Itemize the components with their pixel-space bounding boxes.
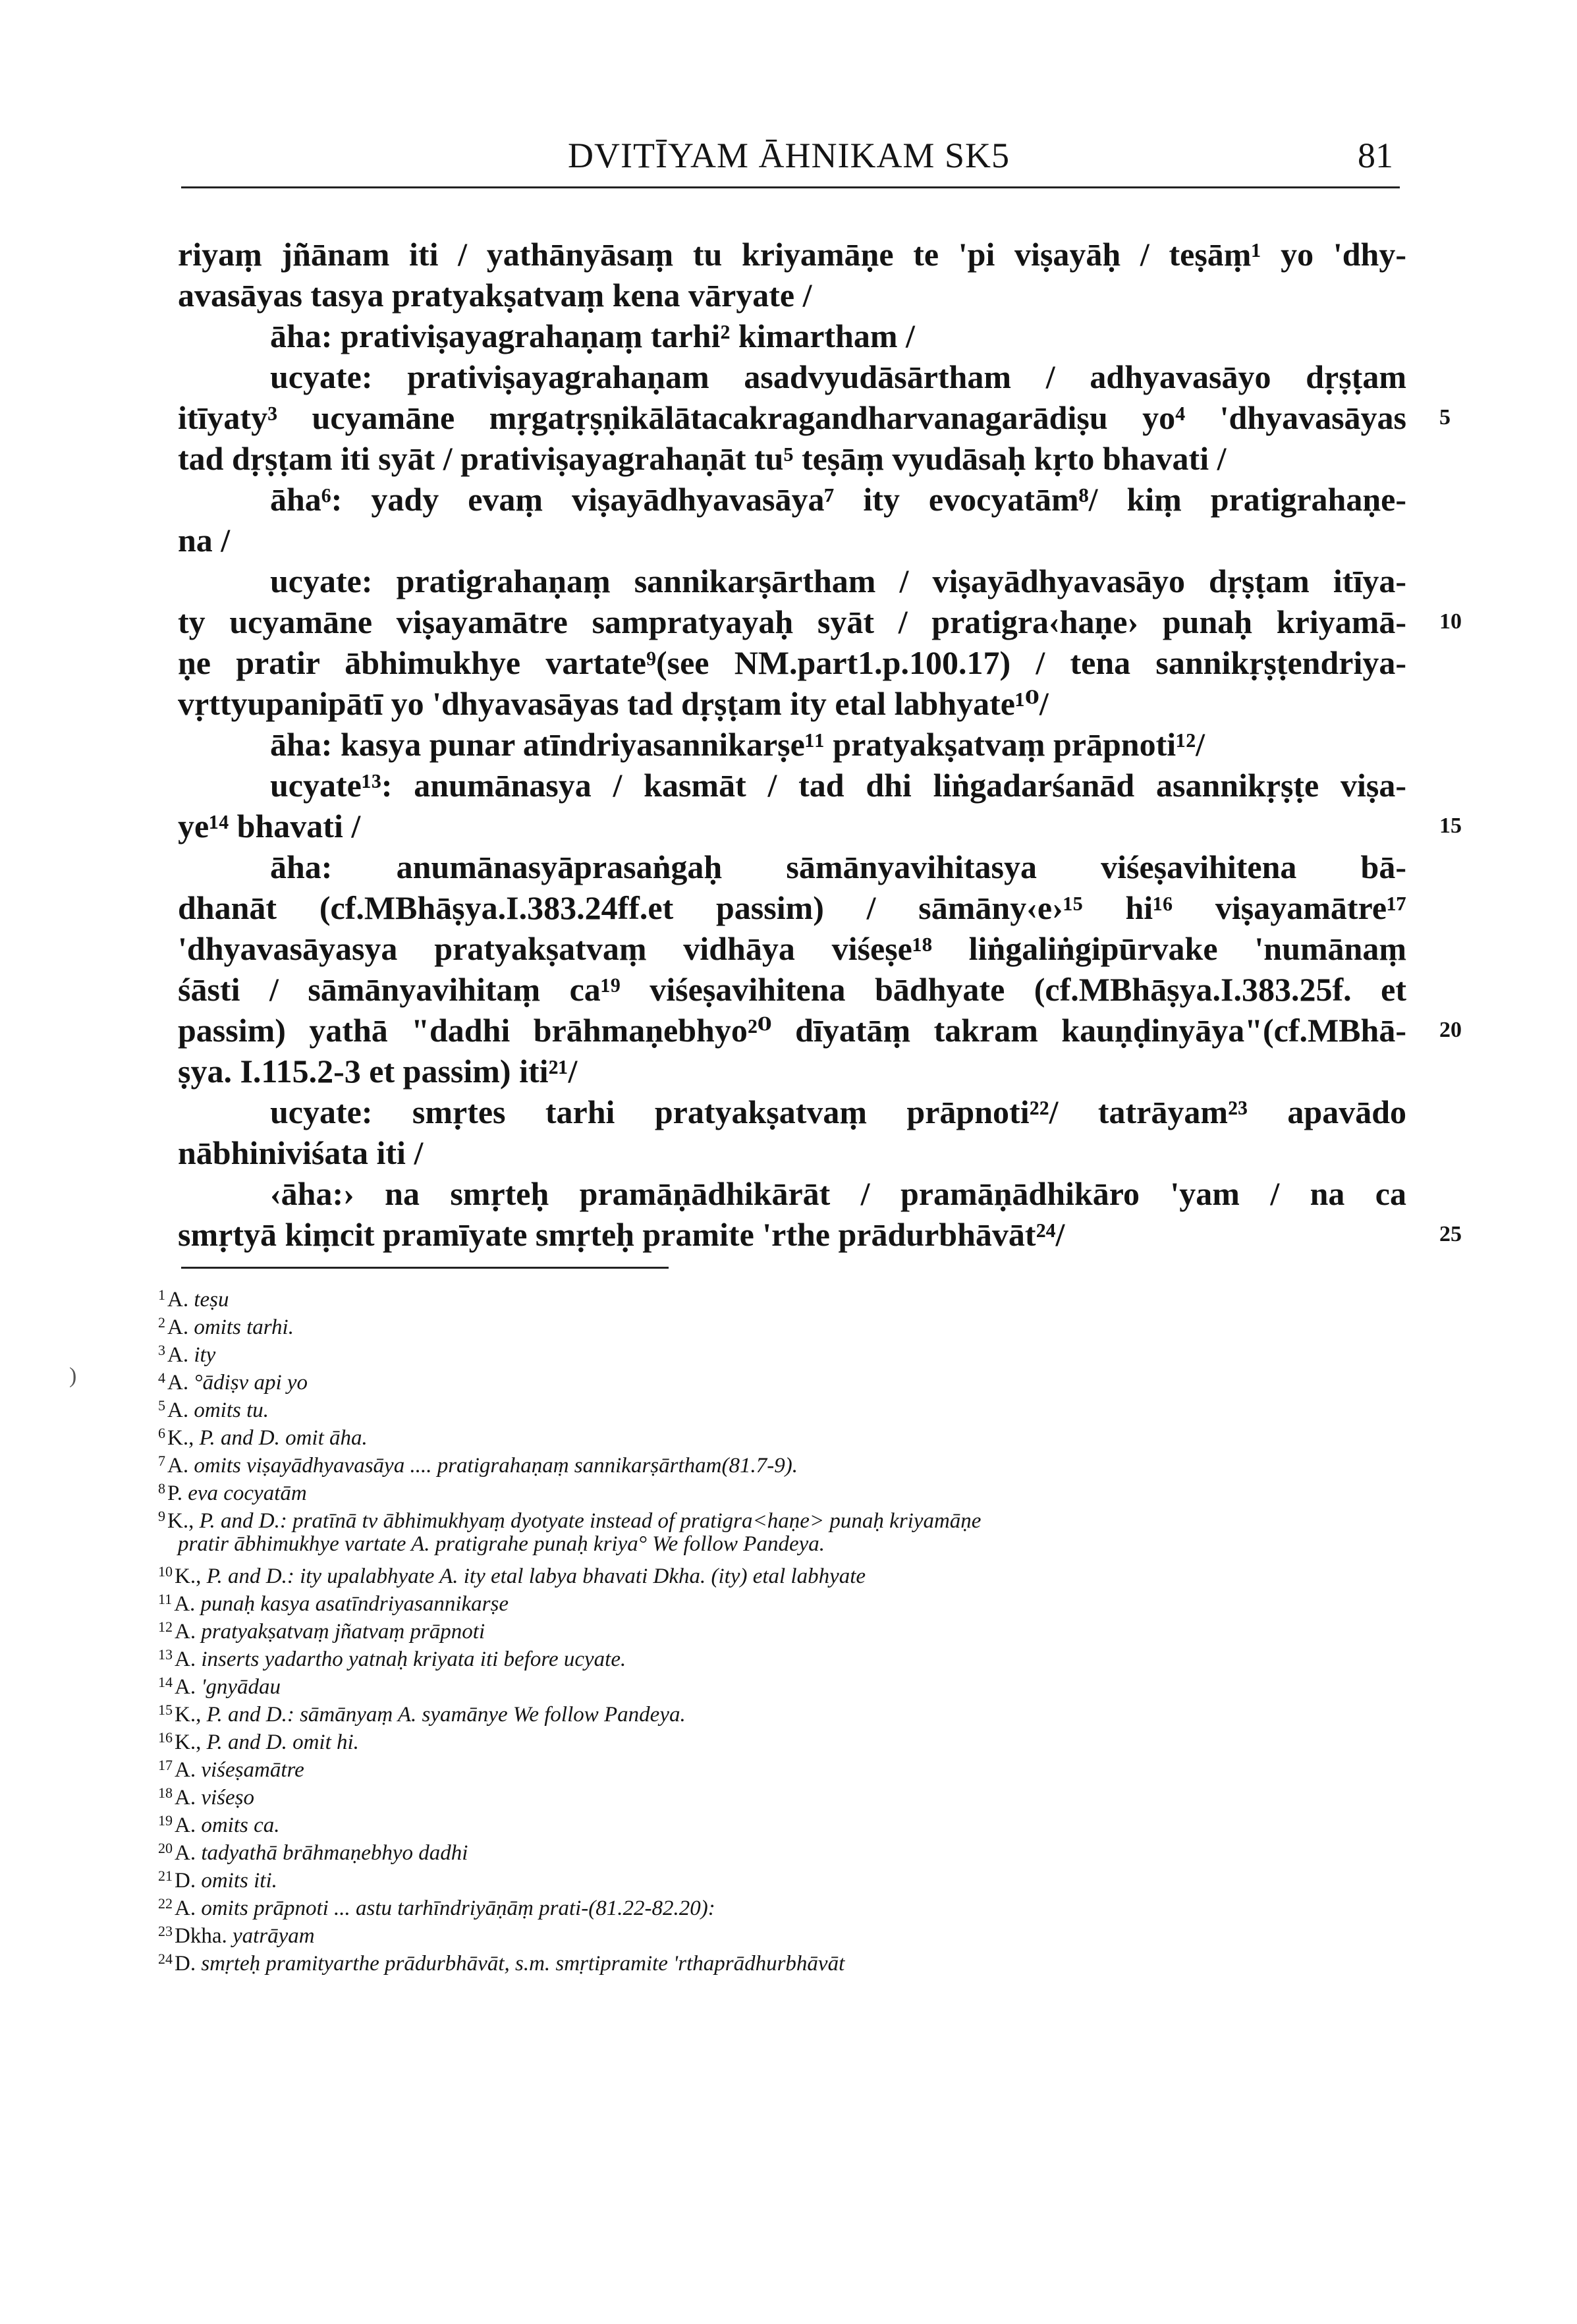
footnote-number: 6 [158,1425,165,1441]
footnote-source: A. [167,1454,189,1478]
footnote-text: viśeṣo [201,1786,254,1810]
footnote-number: 8 [158,1480,165,1497]
footnote-text: omits prāpnoti ... astu tarhīndriyāṇāṃ prati-(81.22-82.20): [201,1896,715,1920]
footnote-number: 1 [158,1286,165,1303]
text-line [178,397,1451,438]
footnote-text: inserts yadartho yatnaḥ kriyata iti before ucyate. [201,1647,626,1671]
footnote-text: yatrāyam [232,1924,315,1948]
footnote-source: K., [175,1564,202,1588]
text-line [178,1214,1462,1255]
footnote [158,1420,1344,1450]
footnote-source: A. [175,1675,196,1699]
footnote [158,1309,1344,1337]
footnote-source: A. [175,1896,196,1920]
footnote [158,1586,1344,1616]
text-line [178,275,1406,316]
footnote-rule [181,1267,669,1269]
text-line [178,928,1406,969]
text-line [178,1051,1406,1092]
text-line-content: ucyate¹³: anumānasya / kasmāt / tad dhi liṅgadarśanād asannikṛṣṭe viṣa- [270,767,1406,804]
text-line [178,234,1406,275]
text-line-content: ucyate: pratigrahaṇaṃ sannikarṣārtham / viṣayādhyavasāyo dṛṣṭam itīya- [270,563,1406,599]
footnote-number: 4 [158,1370,165,1386]
footnote-number: 24 [158,1950,173,1967]
footnote-text: pratir ābhimukhye vartate A. pratigrahe punaḥ kriya° We follow Pandeya. [178,1532,825,1556]
footnote-source: K., [167,1426,194,1450]
line-number: 15 [1439,814,1462,838]
text-line-content: itīyaty³ ucyamāne mṛgatṛṣṇikālātacakragandharvanagarādiṣu yo⁴ 'dhyavasāyas [178,399,1406,436]
footnote [158,1807,1344,1835]
footnote-source: A. [167,1398,189,1422]
footnote-text: omits ca. [201,1813,280,1837]
text-line [178,438,1406,479]
footnote [158,1890,1344,1918]
text-line-content: āha⁶: yady evaṃ viṣayādhyavasāya⁷ ity evocyatām⁸/ kiṃ pratigrahaṇe- [270,481,1406,518]
text-line-content: tad dṛṣṭam iti syāt / prativiṣayagrahaṇāt tu⁵ teṣāṃ vyudāsaḥ kṛto bhavati / [178,440,1227,477]
footnote-text: punaḥ kasya asatīndriyasannikarṣe [200,1592,509,1616]
footnote [158,1696,1344,1727]
footnote-number: 19 [158,1812,173,1829]
footnote-source: P. [167,1481,182,1505]
footnote-number: 2 [158,1314,165,1331]
footnote-text: °ādiṣv api yo [194,1371,308,1395]
page-number: 81 [1358,136,1393,175]
text-line-content: ucyate: smṛtes tarhi pratyakṣatvaṃ prāpnoti²²/ tatrāyam²³ apavādo [270,1093,1406,1130]
footnotes [158,1281,1344,1976]
footnote-number: 18 [158,1784,173,1801]
footnote-text: ity [194,1343,216,1367]
footnote-source: A. [167,1371,189,1395]
footnote [158,1641,1344,1669]
text-line-content: āha: prativiṣayagrahaṇaṃ tarhi² kimartham / [270,318,915,354]
footnote-text: omits tarhi. [194,1315,294,1339]
footnote [158,1392,1344,1420]
text-line [178,601,1462,642]
text-line-content: nābhiniviśata iti / [178,1134,424,1171]
line-number: 5 [1439,405,1451,429]
footnote-source: D. [175,1952,196,1976]
running-title: DVITĪYAM ĀHNIKAM SK5 [568,136,1010,175]
footnote-source: A. [174,1592,196,1616]
text-line [178,642,1406,683]
footnote-source: A. [167,1343,189,1367]
text-line-content: passim) yathā "dadhi brāhmaṇebhyo²⁰ dīyatāṃ takram kauṇḍinyāya"(cf.MBhā- [178,1012,1406,1049]
footnote [158,1364,1344,1395]
footnote [158,1918,1344,1948]
footnote-number: 20 [158,1840,173,1856]
footnote-number: 21 [158,1868,173,1884]
footnote-source: A. [167,1288,189,1312]
footnote-number: 11 [158,1591,173,1607]
header-rule [181,186,1400,188]
text-line-content: vṛttyupanipātī yo 'dhyavasāyas tad dṛṣṭam ity etal labhyate¹⁰/ [178,685,1049,722]
text-line [178,846,1406,887]
footnote [158,1724,1344,1752]
footnote-number: 13 [158,1646,173,1663]
footnote-number: 23 [158,1923,173,1939]
footnote-number: 15 [158,1702,173,1718]
footnote-text: P. and D. omit hi. [206,1730,359,1754]
footnote-text: viśeṣamātre [201,1758,304,1782]
text-line-content: āha: anumānasyāprasaṅgaḥ sāmānyavihitasya viśeṣavihitena bā- [270,848,1406,885]
footnote-number: 17 [158,1757,173,1773]
text-line [178,683,1406,724]
footnote-text: eva cocyatām [188,1481,307,1505]
footnote-number: 9 [158,1508,165,1524]
footnote-number: 5 [158,1397,165,1414]
footnote [158,1475,1344,1503]
footnote [158,1447,1344,1478]
footnote [158,1835,1344,1865]
footnote-text: omits viṣayādhyavasāya .... pratigrahaṇaṃ sannikarṣārtham(81.7-9). [194,1454,798,1478]
footnote-source: A. [175,1758,196,1782]
text-line-content: avasāyas tasya pratyakṣatvaṃ kena vāryate / [178,277,812,314]
footnote [158,1558,1344,1586]
text-line-content: āha: kasya punar atīndriyasannikarṣe¹¹ pratyakṣatvaṃ prāpnoti¹²/ [270,726,1205,763]
footnote-source: Dkha. [175,1924,227,1948]
text-line-content: śāsti / sāmānyavihitaṃ ca¹⁹ viśeṣavihitena bādhyate (cf.MBhāṣya.I.383.25f. et [178,971,1406,1008]
footnote [158,1613,1344,1644]
footnote-source: A. [175,1841,196,1865]
footnote-number: 14 [158,1674,173,1690]
text-line [178,1173,1406,1214]
line-number: 10 [1439,609,1462,634]
footnote-text: pratyakṣatvaṃ jñatvaṃ prāpnoti [201,1620,485,1644]
text-line [178,1132,1406,1173]
footnote-source: K., [175,1730,202,1754]
text-line [178,356,1406,397]
text-line-content: dhanāt (cf.MBhāṣya.I.383.24ff.et passim) / sāmāny‹e›¹⁵ hi¹⁶ viṣayamātre¹⁷ [178,889,1406,926]
text-line [178,520,1406,561]
text-line-content: ty ucyamāne viṣayamātre sampratyayaḥ syāt / pratigra‹haṇe› punaḥ kriyamā- [178,603,1406,640]
footnote-number: 7 [158,1452,165,1469]
footnote [158,1779,1344,1810]
footnote [158,1669,1344,1699]
footnote [158,1503,1344,1533]
footnote-text: P. and D.: ity upalabhyate A. ity etal labya bhavati Dkha. (ity) etal labhyate [206,1564,866,1588]
footnote-source: A. [167,1315,189,1339]
text-line [178,765,1406,806]
text-line [178,887,1406,928]
footnote-source: A. [175,1620,196,1644]
text-line-content: ṇe pratir ābhimukhye vartate⁹(see NM.part1.p.100.17) / tena sannikṛṣṭendriya- [178,644,1406,681]
text-line-content: riyaṃ jñānam iti / yathānyāsaṃ tu kriyamāṇe te 'pi viṣayāḥ / teṣāṃ¹ yo 'dhy- [178,236,1406,273]
text-line [178,969,1406,1010]
footnote-source: K., [175,1703,202,1727]
footnote-source: A. [175,1647,196,1671]
text-line-content: ye¹⁴ bhavati / [178,808,361,844]
footnote [158,1862,1344,1893]
footnote-text: tadyathā brāhmaṇebhyo dadhi [201,1841,468,1865]
footnote [158,1337,1344,1367]
text-line [178,1010,1462,1051]
footnote-text: omits iti. [201,1869,277,1893]
line-number: 25 [1439,1222,1462,1246]
footnote [158,1945,1344,1976]
footnote-text: teṣu [194,1288,229,1312]
footnote-source: A. [175,1813,196,1837]
footnote-text: P. and D. omit āha. [199,1426,368,1450]
footnote-text: 'gnyādau [201,1675,281,1699]
margin-mark: ) [69,1364,77,1388]
text-line [178,806,1462,846]
main-text [178,234,1462,1255]
footnote [158,1530,1344,1558]
footnote-source: D. [175,1869,196,1893]
footnote-text: omits tu. [194,1398,269,1422]
text-line [178,724,1406,765]
text-line-content: ucyate: prativiṣayagrahaṇam asadvyudāsārtham / adhyavasāyo dṛṣṭam [270,358,1406,395]
text-line-content: ‹āha:› na smṛteḥ pramāṇādhikārāt / pramāṇādhikāro 'yam / na ca [270,1175,1406,1212]
text-line [178,561,1406,601]
footnote-text: P. and D.: sāmānyaṃ A. syamānye We follow Pandeya. [206,1703,686,1727]
footnote-source: A. [175,1786,196,1810]
footnote-number: 3 [158,1342,165,1358]
footnote-number: 16 [158,1729,173,1746]
footnote [158,1281,1344,1312]
text-line [178,316,1406,356]
text-line-content: ṣya. I.115.2-3 et passim) iti²¹/ [178,1053,578,1090]
text-line-content: 'dhyavasāyasya pratyakṣatvaṃ vidhāya viśeṣe¹⁸ liṅgaliṅgipūrvake 'numānaṃ [178,930,1406,967]
footnote-text: P. and D.: pratīnā tv ābhimukhyaṃ dyotyate instead of pratigra<haṇe> punaḥ kriyamāṇe [199,1509,982,1533]
footnote-number: 12 [158,1618,173,1635]
text-line [178,479,1406,520]
page-header [178,135,1400,188]
footnote-text: smṛteḥ pramityarthe prādurbhāvāt, s.m. smṛtipramite 'rthaprādhurbhāvāt [201,1952,845,1976]
line-number: 20 [1439,1018,1462,1042]
footnote-source: K., [167,1509,194,1533]
footnote-number: 22 [158,1895,173,1912]
text-line [178,1092,1406,1132]
footnote-number: 10 [158,1563,173,1580]
text-line-content: smṛtyā kiṃcit pramīyate smṛteḥ pramite 'rthe prādurbhāvāt²⁴/ [178,1216,1065,1253]
text-line-content: na / [178,522,231,559]
footnote [158,1752,1344,1782]
